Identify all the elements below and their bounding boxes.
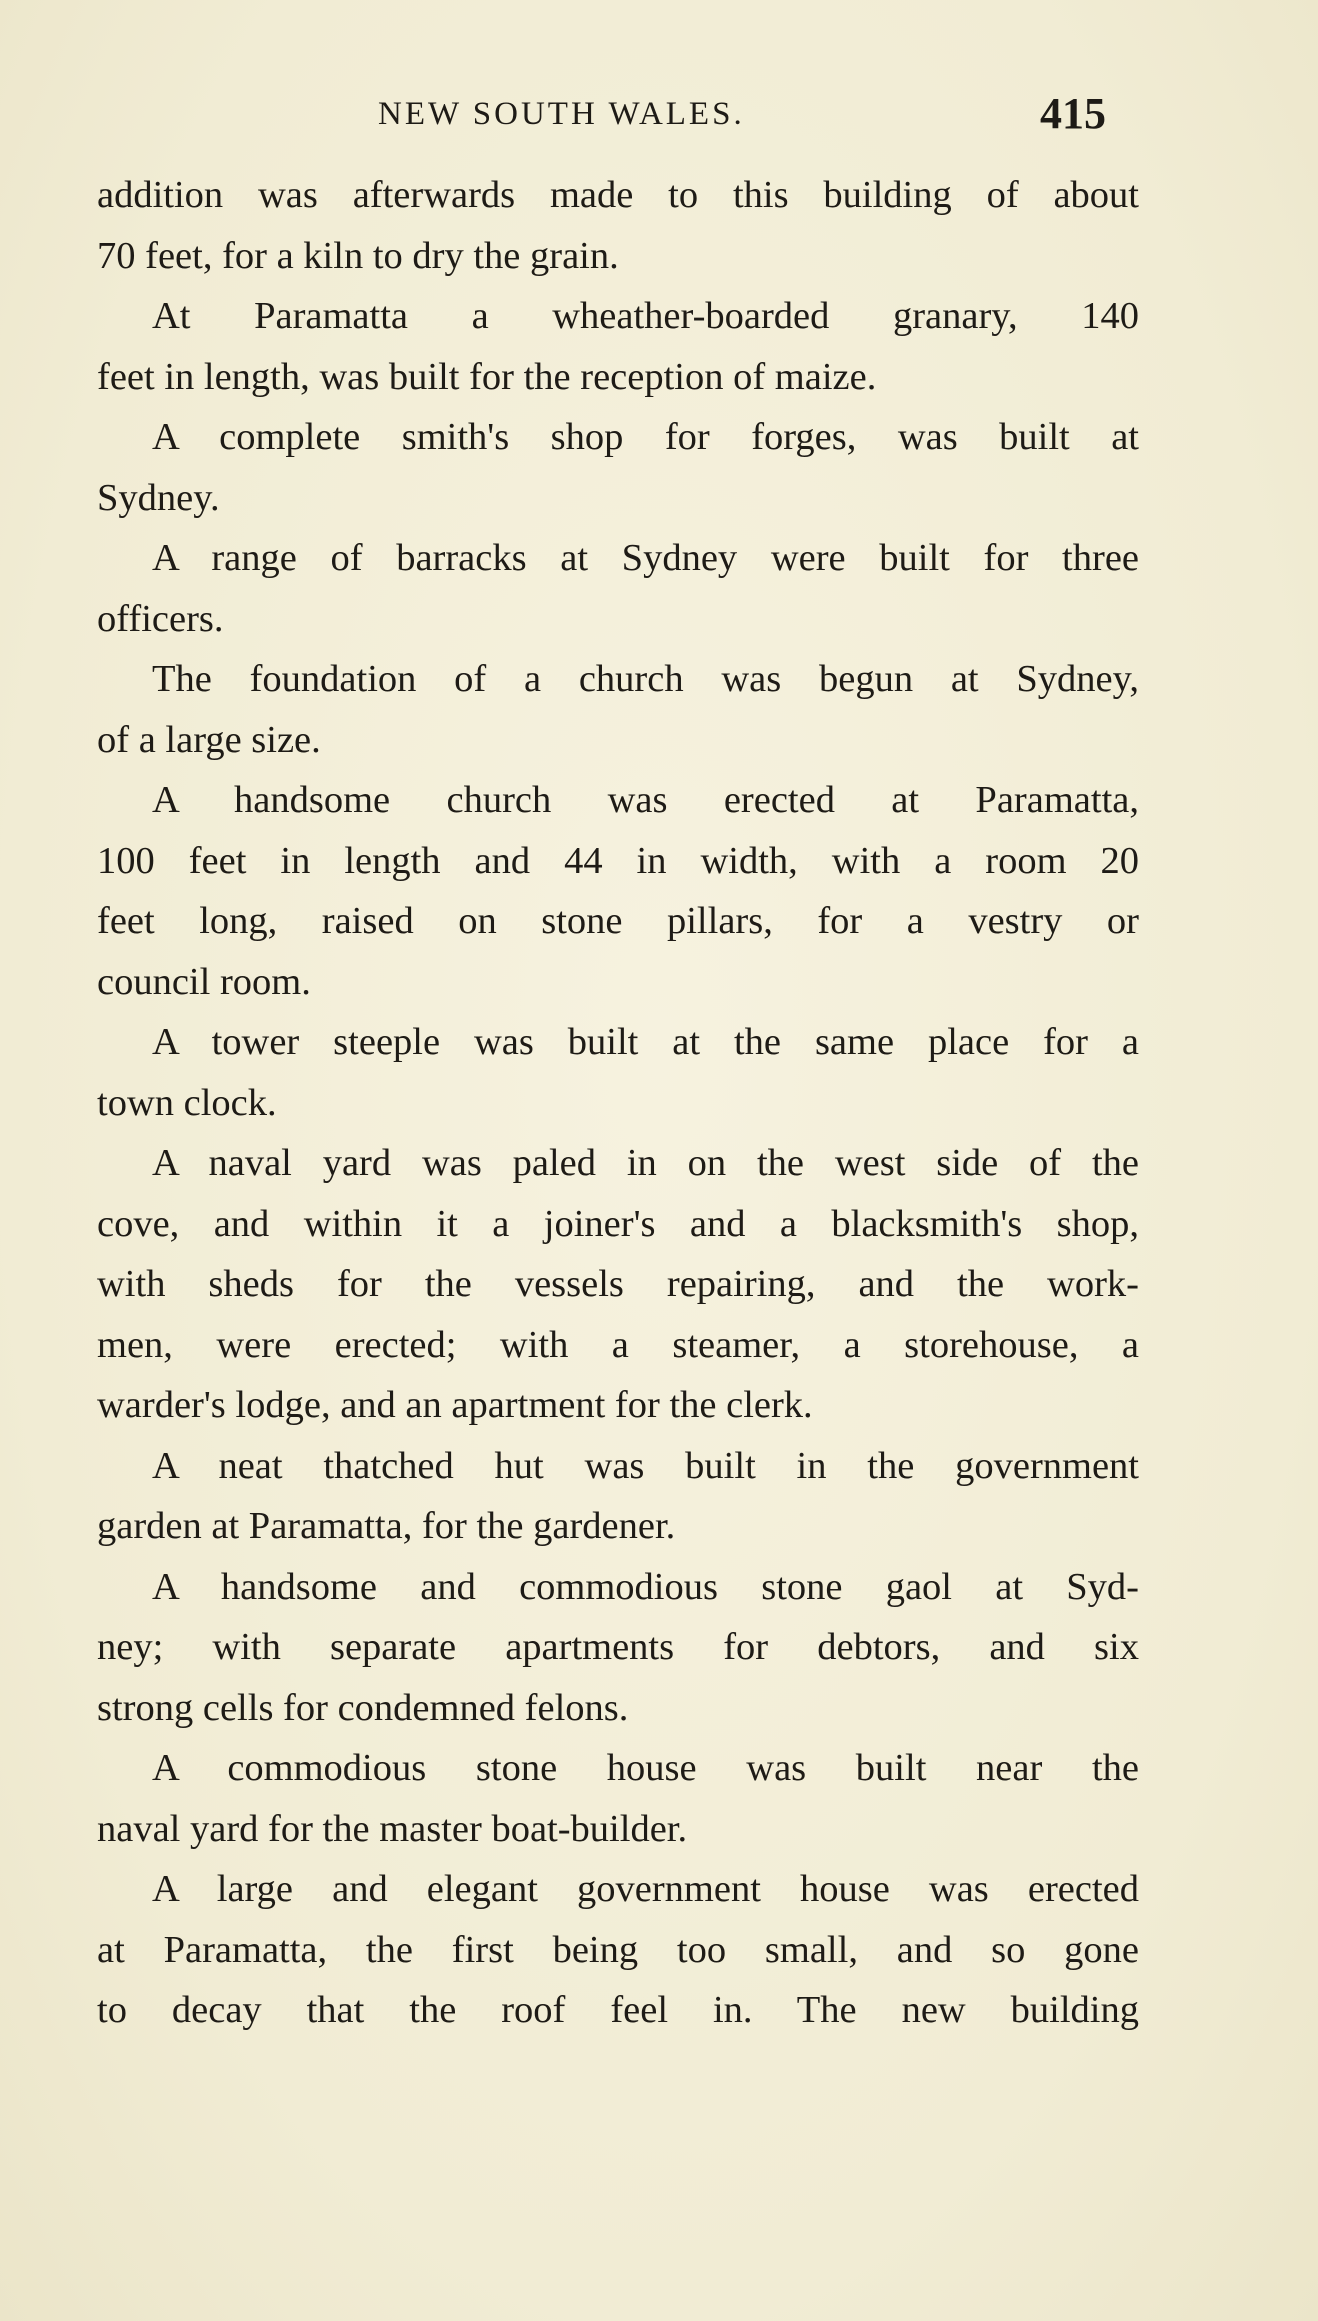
text-line: 70 feet, for a kiln to dry the grain. (97, 234, 619, 277)
text-line: 100 feet in length and 44 in width, with a room 20 (97, 839, 1139, 882)
text-line: A naval yard was paled in on the west side of the (152, 1142, 1139, 1184)
text-line: A large and elegant government house was erected (152, 1868, 1139, 1910)
text-line: Sydney. (97, 476, 220, 519)
text-line: feet long, raised on stone pillars, for a vestry or (97, 900, 1139, 942)
text-line: town clock. (97, 1081, 277, 1124)
text-line: ney; with separate apartments for debtors, and six (97, 1626, 1139, 1668)
text-line: to decay that the roof feel in. The new building (97, 1989, 1139, 2031)
text-line: council room. (97, 960, 311, 1003)
text-line: garden at Paramatta, for the gardener. (97, 1505, 676, 1547)
page-header (0, 88, 1318, 148)
text-line: cove, and within it a joiner's and a blacksmith's shop, (97, 1202, 1139, 1245)
text-line: with sheds for the vessels repairing, and the work- (97, 1263, 1139, 1305)
text-line: warder's lodge, and an apartment for the clerk. (97, 1384, 813, 1426)
text-line: A neat thatched hut was built in the government (152, 1444, 1139, 1487)
text-line: A tower steeple was built at the same place for a (152, 1021, 1139, 1063)
running-head: NEW SOUTH WALES. (378, 96, 745, 132)
text-line: A range of barracks at Sydney were built for three (152, 537, 1139, 579)
text-line: addition was afterwards made to this building of about (97, 174, 1139, 216)
body-text (97, 165, 1139, 2041)
page-number: 415 (1040, 89, 1106, 138)
text-line: A handsome church was erected at Paramatta, (152, 779, 1139, 821)
text-line: at Paramatta, the first being too small, and so gone (97, 1928, 1139, 1971)
text-line: men, were erected; with a steamer, a storehouse, a (97, 1323, 1139, 1366)
text-line: The foundation of a church was begun at Sydney, (152, 658, 1139, 700)
text-line: of a large size. (97, 718, 321, 761)
text-line: A complete smith's shop for forges, was built at (152, 416, 1139, 458)
text-line: A handsome and commodious stone gaol at Syd- (152, 1565, 1139, 1608)
text-line: officers. (97, 597, 224, 640)
text-line: naval yard for the master boat-builder. (97, 1807, 688, 1850)
text-line: strong cells for condemned felons. (97, 1686, 629, 1729)
text-line: At Paramatta a wheather-boarded granary, 140 (152, 295, 1139, 337)
text-line: A commodious stone house was built near the (152, 1747, 1139, 1789)
text-line: feet in length, was built for the reception of maize. (97, 355, 877, 398)
